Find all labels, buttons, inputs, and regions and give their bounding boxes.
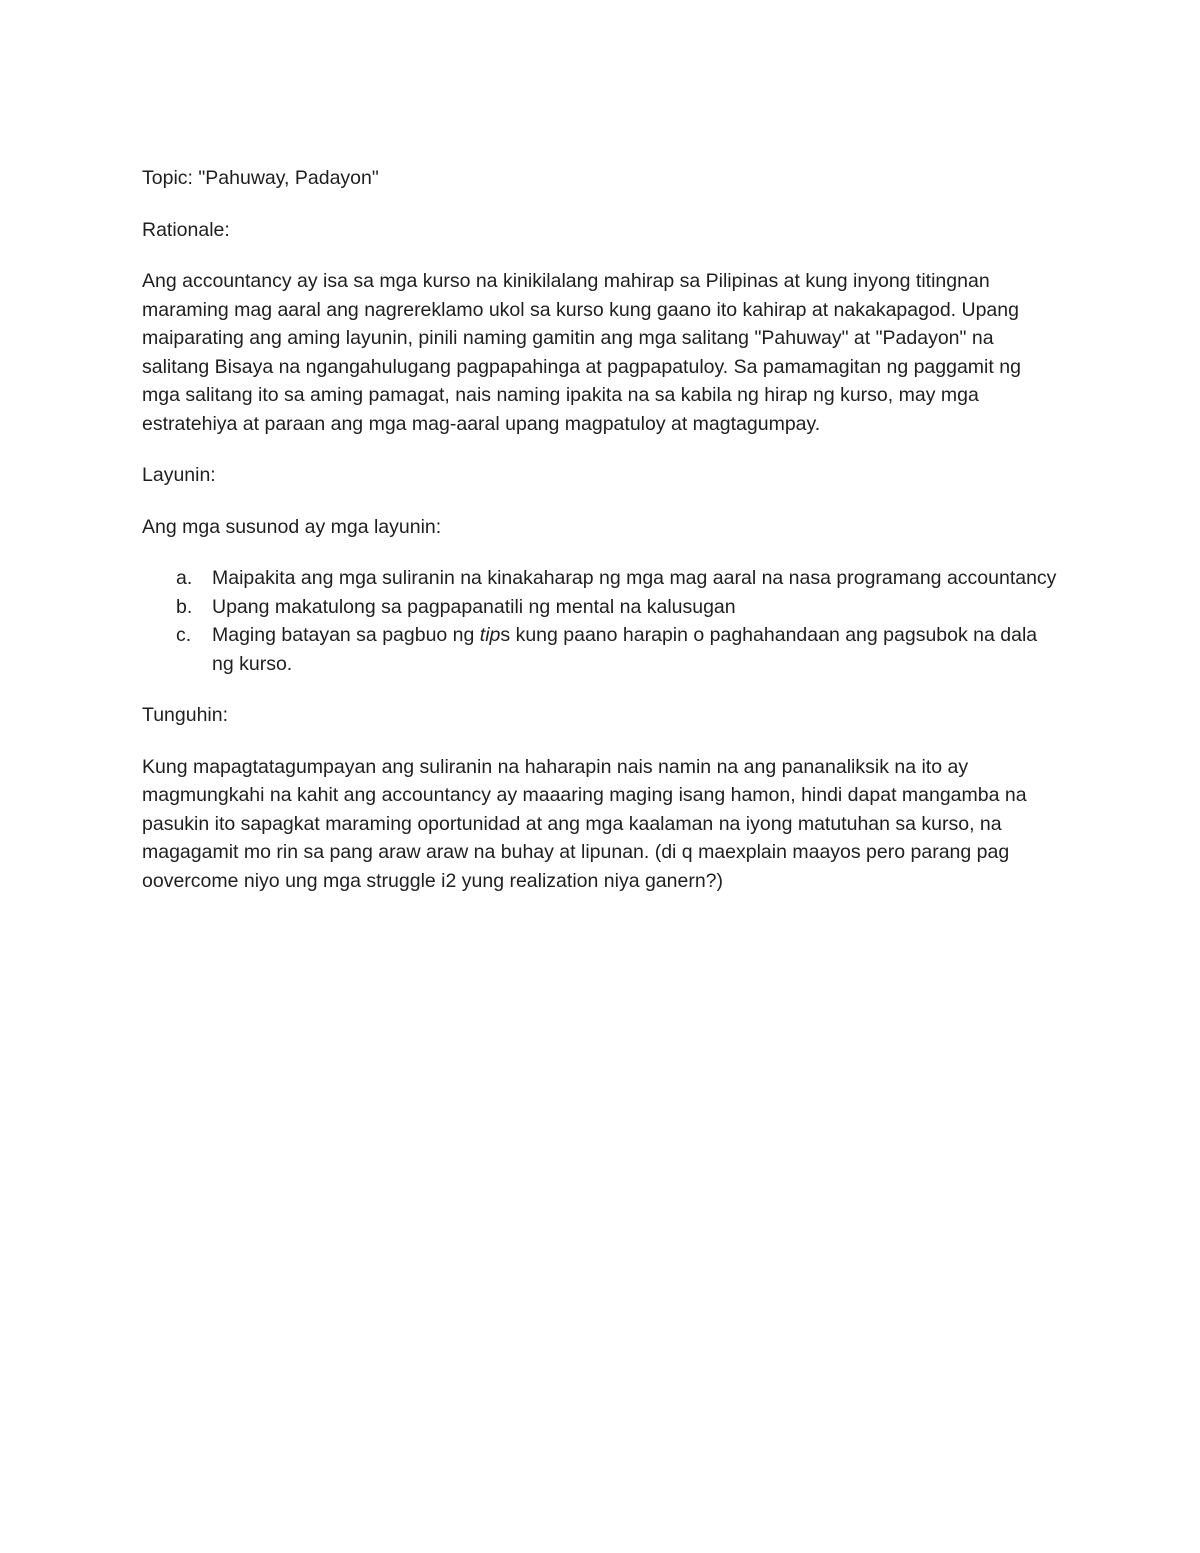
tunguhin-heading: Tunguhin: (142, 704, 229, 726)
list-item (142, 621, 1062, 678)
list-marker: b. (176, 595, 193, 618)
list-item-text (212, 621, 1062, 678)
list-item-text-part: s kung paano harapin o paghahandaan ang pagsubok na dala ng kurso. (212, 624, 1038, 675)
rationale-heading: Rationale: (142, 218, 230, 241)
document-body (142, 164, 1062, 918)
list-item-text: Maipakita ang mga suliranin na kinakaharap ng mga mag aaral na nasa programang accountancy (212, 567, 1057, 589)
list-item (142, 564, 1062, 593)
rationale-paragraph: Ang accountancy ay isa sa mga kurso na kinikilalang mahirap sa Pilipinas at kung inyong titingnan maraming mag aaral ang nagrereklamo ukol sa kurso kung gaano ito kahirap at nakakapagod. Upang maiparating ang aming layunin, pinili naming gamitin ang mga salitang "Pahuway" at "Padayon" na salitang Bisaya na ngangahulugang pagpapahinga at pagpapatuloy. Sa pamamagitan ng paggamit ng mga salitang ito sa aming pamagat, nais naming ipakita na sa kabila ng hirap ng kurso, may mga estratehiya at paraan ang mga mag-aaral upang magpatuloy at magtagumpay. (142, 270, 1021, 435)
list-item-text: Upang makatulong sa pagpapanatili ng mental na kalusugan (212, 595, 736, 618)
objectives-list (142, 564, 1062, 678)
tunguhin-paragraph: Kung mapagtatagumpayan ang suliranin na haharapin nais namin na ang pananaliksik na ito ay magmungkahi na kahit ang accountancy ay maaaring maging isang hamon, hindi dapat mangamba na pasukin ito sapagkat maraming oportunidad at ang mga kaalaman na iyong matutuhan sa kurso, na magagamit mo rin sa pang araw araw na buhay at lipunan. (di q maexplain maayos pero parang pag oovercome niyo ung mga struggle i2 yung realization niya ganern?) (142, 755, 1027, 892)
list-marker: c. (176, 624, 192, 646)
list-item (142, 593, 1062, 622)
list-marker: a. (176, 567, 193, 589)
layunin-heading: Layunin: (142, 464, 216, 486)
list-item-text-part: Maging batayan sa pagbuo ng (212, 624, 480, 646)
layunin-intro: Ang mga susunod ay mga layunin: (142, 515, 442, 538)
italic-word: tip (479, 624, 501, 646)
topic-line: Topic: "Pahuway, Padayon" (142, 167, 379, 189)
